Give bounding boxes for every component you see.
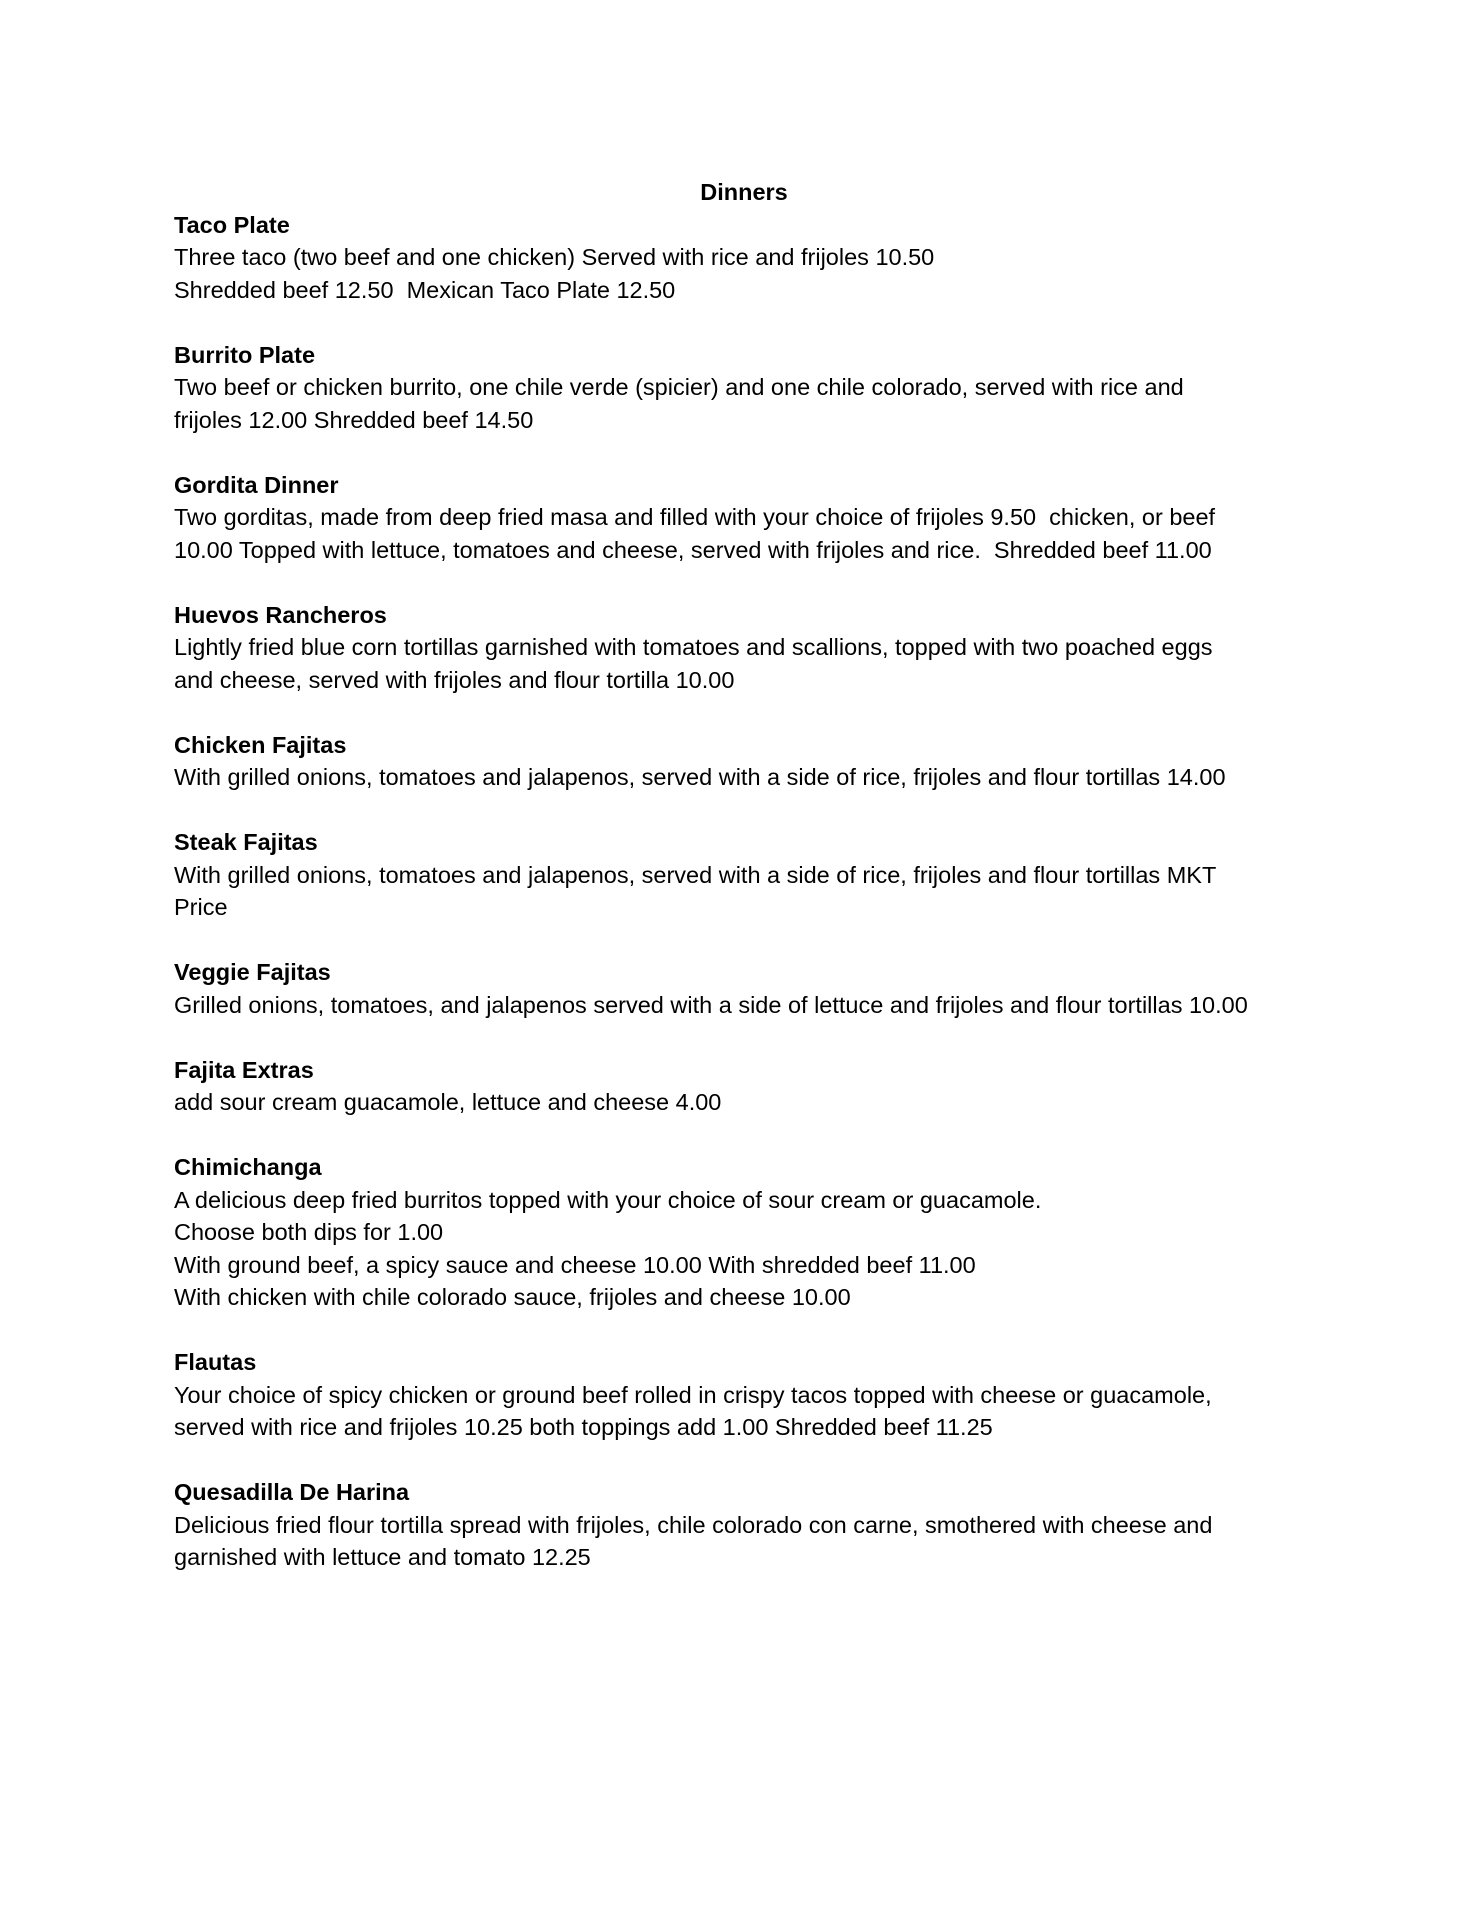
menu-item bbox=[174, 826, 1314, 924]
menu-item bbox=[174, 469, 1314, 567]
menu-item bbox=[174, 956, 1314, 1021]
menu-item-name: Quesadilla De Harina bbox=[174, 1479, 410, 1505]
menu-item-name: Burrito Plate bbox=[174, 341, 316, 368]
menu-item-name: Veggie Fajitas bbox=[174, 959, 331, 985]
menu-item-name: Gordita Dinner bbox=[174, 471, 339, 498]
menu-item-description-line: Two beef or chicken burrito, one chile verde (spicier) and one chile colorado, served with rice and bbox=[174, 374, 1184, 400]
menu-item-description-line: With ground beef, a spicy sauce and cheese 10.00 With shredded beef 11.00 bbox=[174, 1251, 976, 1278]
menu-item-description-line: Shredded beef 12.50 Mexican Taco Plate 12.50 bbox=[174, 276, 676, 303]
menu-item-description-line: Three taco (two beef and one chicken) Served with rice and frijoles 10.50 bbox=[174, 244, 935, 270]
menu-item-name: Chimichanga bbox=[174, 1154, 322, 1180]
menu-item-description-line: A delicious deep fried burritos topped with your choice of sour cream or guacamole. bbox=[174, 1186, 1042, 1213]
menu-content bbox=[174, 176, 1314, 1606]
menu-item-name: Flautas bbox=[174, 1349, 257, 1375]
menu-item-description-line: Two gorditas, made from deep fried masa and filled with your choice of frijoles 9.50 chicken, or beef bbox=[174, 504, 1216, 530]
menu-item-description-line: 10.00 Topped with lettuce, tomatoes and cheese, served with frijoles and rice. Shredded beef 11.00 bbox=[174, 536, 1212, 563]
menu-item-name: Chicken Fajitas bbox=[174, 731, 347, 758]
menu-item-description-line: Delicious fried flour tortilla spread with frijoles, chile colorado con carne, smothered with cheese and bbox=[174, 1511, 1213, 1538]
menu-item bbox=[174, 1346, 1314, 1444]
menu-item bbox=[174, 209, 1314, 307]
menu-item-description-line: frijoles 12.00 Shredded beef 14.50 bbox=[174, 406, 534, 433]
menu-item-description-line: Price bbox=[174, 894, 228, 920]
menu-item bbox=[174, 729, 1314, 794]
menu-item-description-line: With grilled onions, tomatoes and jalapenos, served with a side of rice, frijoles and flour tortillas MKT bbox=[174, 861, 1217, 888]
menu-item-name: Fajita Extras bbox=[174, 1056, 314, 1083]
menu-item-name: Taco Plate bbox=[174, 211, 290, 238]
menu-items bbox=[174, 209, 1314, 1574]
menu-item-description-line: served with rice and frijoles 10.25 both toppings add 1.00 Shredded beef 11.25 bbox=[174, 1414, 993, 1440]
menu-item bbox=[174, 599, 1314, 697]
menu-item bbox=[174, 1151, 1314, 1314]
menu-item-description-line: With grilled onions, tomatoes and jalapenos, served with a side of rice, frijoles and flour tortillas 14.00 bbox=[174, 764, 1226, 790]
menu-item-description-line: Grilled onions, tomatoes, and jalapenos served with a side of lettuce and frijoles and flour tortillas 10.00 bbox=[174, 991, 1248, 1018]
menu-item-description-line: and cheese, served with frijoles and flour tortilla 10.00 bbox=[174, 666, 735, 693]
menu-item bbox=[174, 339, 1314, 437]
menu-item-name: Huevos Rancheros bbox=[174, 601, 387, 628]
menu-item-name: Steak Fajitas bbox=[174, 829, 318, 855]
menu-title: Dinners bbox=[700, 179, 788, 205]
menu-item-description-line: Lightly fried blue corn tortillas garnished with tomatoes and scallions, topped with two poached eggs bbox=[174, 634, 1213, 660]
menu-item-description-line: add sour cream guacamole, lettuce and cheese 4.00 bbox=[174, 1089, 722, 1115]
menu-item bbox=[174, 1054, 1314, 1119]
menu-item-description-line: With chicken with chile colorado sauce, frijoles and cheese 10.00 bbox=[174, 1284, 851, 1310]
menu-item-description-line: Your choice of spicy chicken or ground beef rolled in crispy tacos topped with cheese or guacamole, bbox=[174, 1381, 1212, 1408]
menu-item-description-line: Choose both dips for 1.00 bbox=[174, 1219, 444, 1245]
menu-item bbox=[174, 1476, 1314, 1574]
menu-item-description-line: garnished with lettuce and tomato 12.25 bbox=[174, 1544, 591, 1570]
